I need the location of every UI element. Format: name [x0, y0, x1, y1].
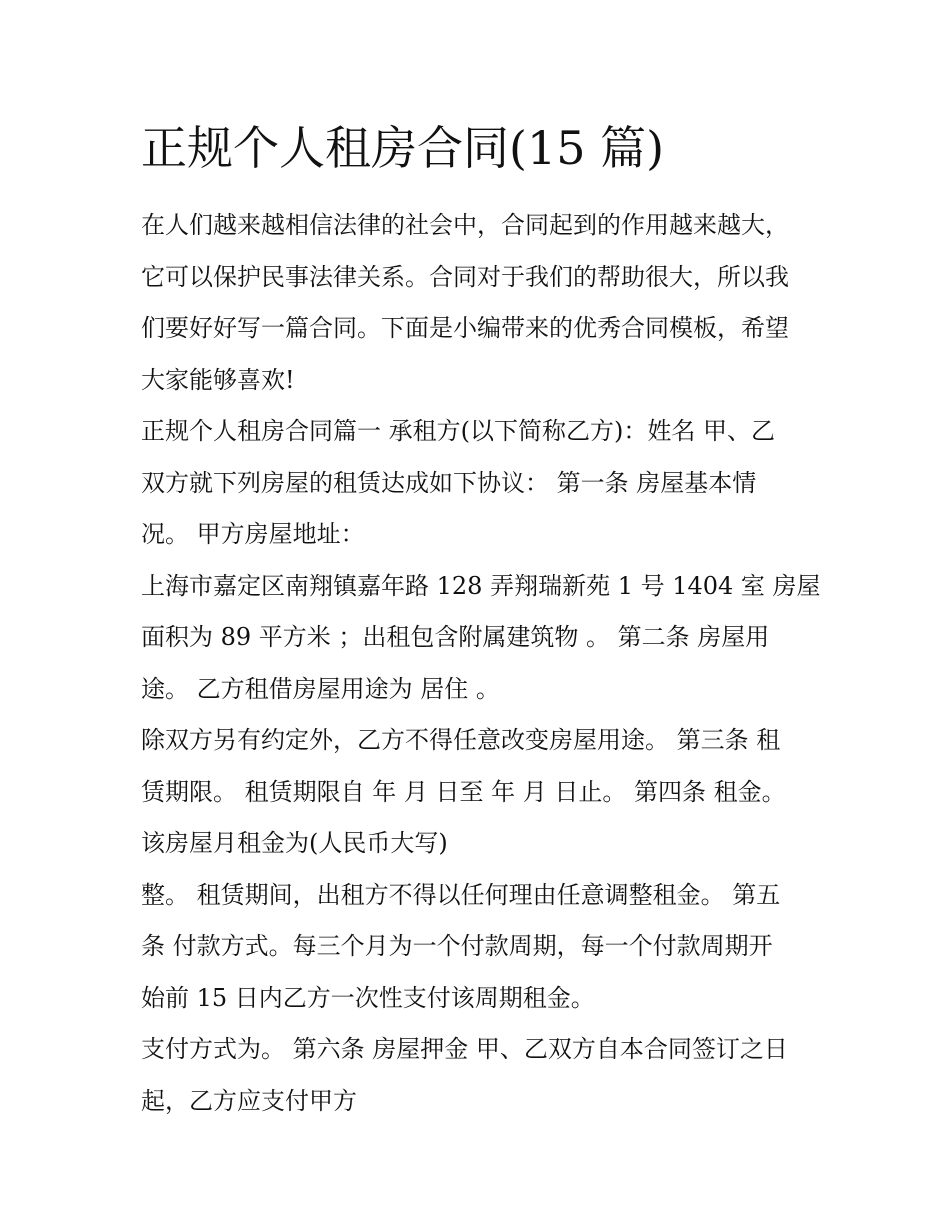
text-line: 途。 乙方租借房屋用途为 居住 。 — [141, 674, 500, 703]
text-line: 们要好好写一篇合同。下面是小编带来的优秀合同模板，希望 — [141, 314, 789, 342]
text-line: 该房屋月租金为(人民币大写) — [141, 829, 448, 857]
text-line: 正规个人租房合同篇一 承租方(以下简称乙方)：姓名 甲、乙 — [141, 417, 775, 445]
text-line: 在人们越来越相信法律的社会中，合同起到的作用越来越大， — [141, 211, 789, 239]
text-line: 大家能够喜欢! — [141, 365, 295, 394]
paragraph-contract-parties — [141, 406, 831, 561]
text-line: 支付方式为。 第六条 房屋押金 甲、乙双方自本合同签订之日 — [141, 1035, 788, 1063]
text-line: 双方就下列房屋的租赁达成如下协议： 第一条 房屋基本情 — [141, 468, 757, 497]
document-body — [141, 118, 831, 1127]
text-line: 条 付款方式。每三个月为一个付款周期，每一个付款周期开 — [141, 932, 773, 960]
paragraph-deposit — [141, 1024, 831, 1127]
paragraph-payment — [141, 870, 831, 1025]
text-line: 上海市嘉定区南翔镇嘉年路 128 弄翔瑞新苑 1 号 1404 室 房屋 — [141, 571, 821, 600]
text-line: 起，乙方应支付甲方 — [141, 1086, 357, 1115]
paragraph-property-address — [141, 561, 831, 716]
paragraph-lease-term — [141, 715, 831, 870]
paragraph-intro — [141, 200, 831, 406]
text-line: 它可以保护民事法律关系。合同对于我们的帮助很大，所以我 — [141, 262, 789, 291]
text-line: 赁期限。 租赁期限自 年 月 日至 年 月 日止。 第四条 租金。 — [141, 777, 786, 806]
text-line: 况。 甲方房屋地址： — [141, 520, 365, 548]
text-line: 始前 15 日内乙方一次性支付该周期租金。 — [141, 983, 595, 1012]
text-line: 整。 租赁期间，出租方不得以任何理由任意调整租金。 第五 — [141, 880, 781, 909]
text-line: 面积为 89 平方米 ；出租包含附属建筑物 。 第二条 房屋用 — [141, 623, 770, 651]
document-title: 正规个人租房合同(15 篇) — [141, 121, 665, 175]
text-line: 除双方另有约定外，乙方不得任意改变房屋用途。 第三条 租 — [141, 726, 781, 754]
